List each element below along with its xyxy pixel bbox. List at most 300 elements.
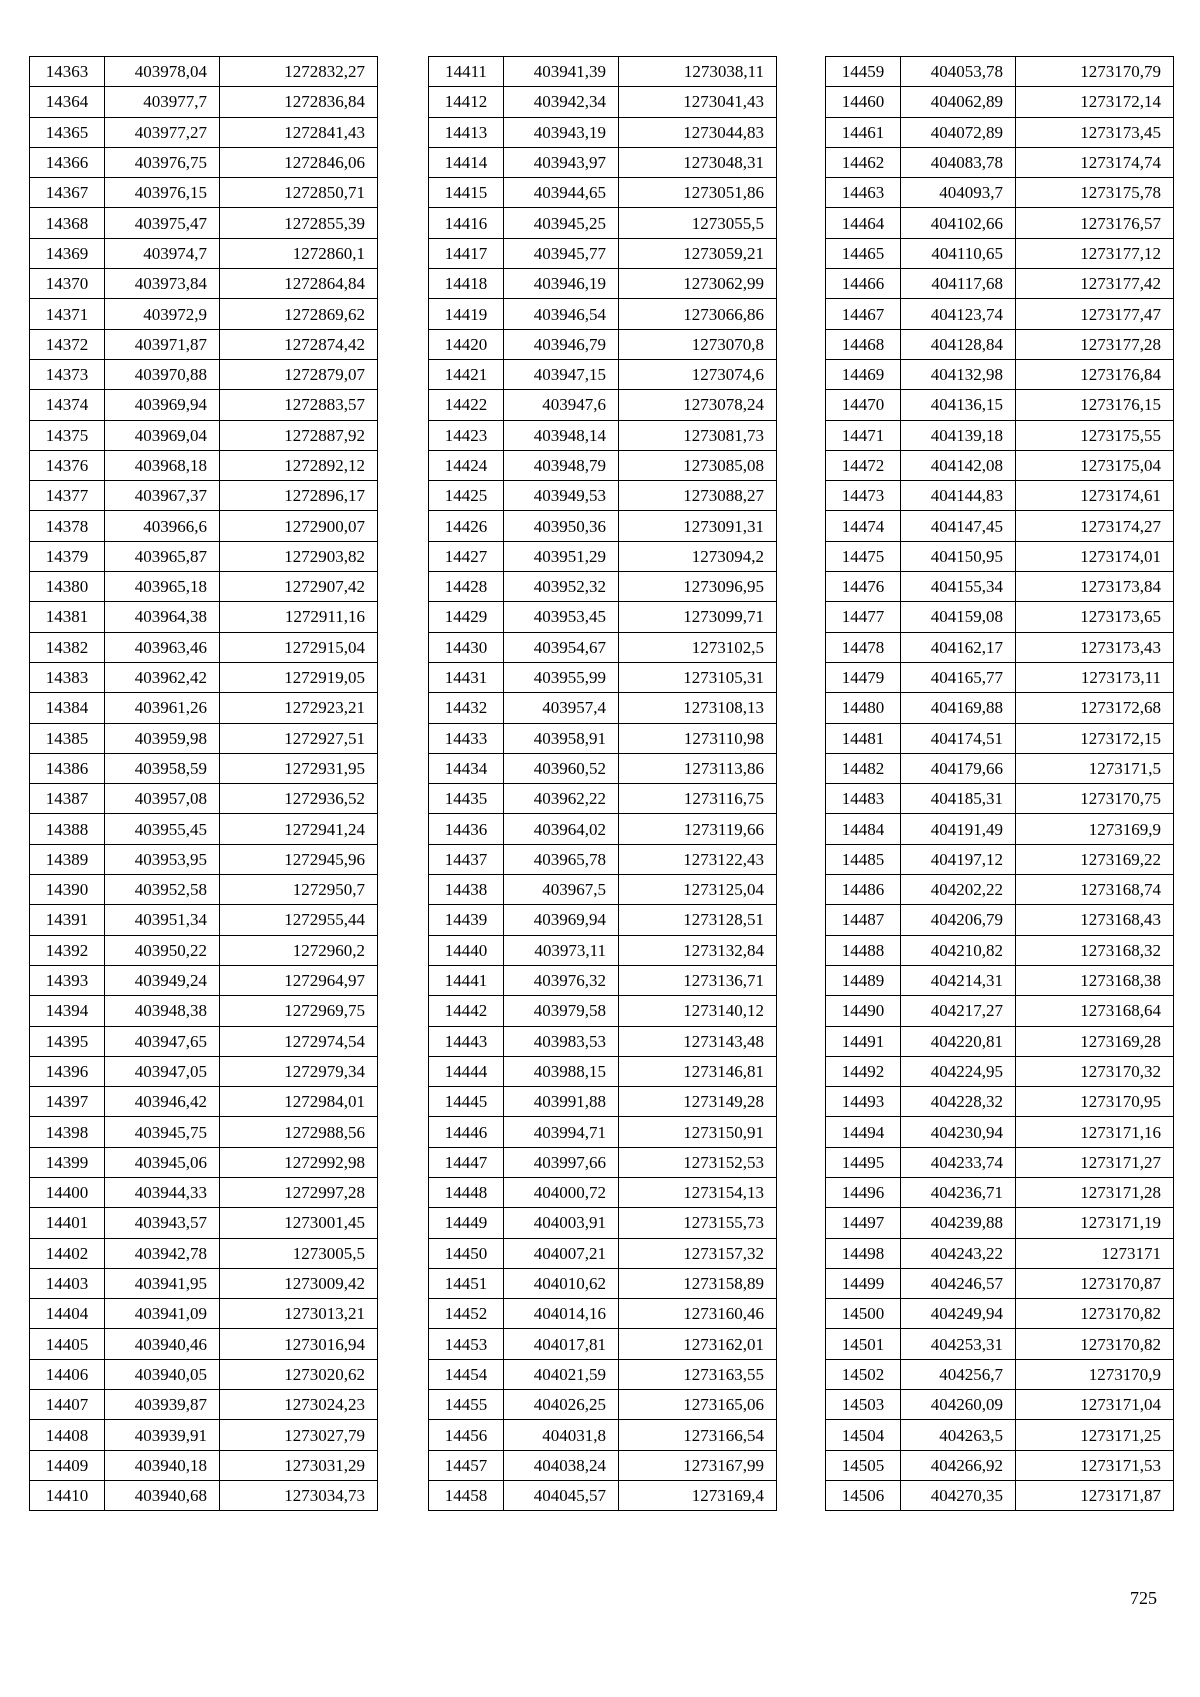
x-coordinate-cell: 403941,39 [504,57,619,87]
point-number-cell: 14428 [429,572,504,602]
table-row [30,1117,378,1147]
y-coordinate-cell: 1273150,91 [619,1117,777,1147]
x-coordinate-cell: 404191,49 [901,814,1016,844]
point-number-cell: 14404 [30,1299,105,1329]
table-row [429,632,777,662]
y-coordinate-cell: 1272919,05 [220,662,378,692]
y-coordinate-cell: 1273066,86 [619,299,777,329]
point-number-cell: 14375 [30,420,105,450]
x-coordinate-cell: 404102,66 [901,208,1016,238]
y-coordinate-cell: 1272950,7 [220,875,378,905]
y-coordinate-cell: 1273169,22 [1016,844,1174,874]
point-number-cell: 14412 [429,87,504,117]
y-coordinate-cell: 1273173,45 [1016,117,1174,147]
x-coordinate-cell: 404003,91 [504,1208,619,1238]
table-row [826,1087,1174,1117]
point-number-cell: 14376 [30,450,105,480]
y-coordinate-cell: 1273174,61 [1016,481,1174,511]
table-row [826,1238,1174,1268]
x-coordinate-cell: 404253,31 [901,1329,1016,1359]
point-number-cell: 14499 [826,1268,901,1298]
y-coordinate-cell: 1273110,98 [619,723,777,753]
x-coordinate-cell: 404093,7 [901,178,1016,208]
point-number-cell: 14380 [30,572,105,602]
y-coordinate-cell: 1272941,24 [220,814,378,844]
x-coordinate-cell: 403949,24 [105,965,220,995]
y-coordinate-cell: 1273081,73 [619,420,777,450]
point-number-cell: 14471 [826,420,901,450]
y-coordinate-cell: 1273170,32 [1016,1056,1174,1086]
point-number-cell: 14371 [30,299,105,329]
y-coordinate-cell: 1273169,28 [1016,1026,1174,1056]
y-coordinate-cell: 1273160,46 [619,1299,777,1329]
table-row [826,814,1174,844]
table-row [826,147,1174,177]
x-coordinate-cell: 403946,19 [504,269,619,299]
table-row [30,1087,378,1117]
x-coordinate-cell: 403973,11 [504,935,619,965]
y-coordinate-cell: 1273132,84 [619,935,777,965]
x-coordinate-cell: 403945,25 [504,208,619,238]
table-row [429,1087,777,1117]
y-coordinate-cell: 1273169,9 [1016,814,1174,844]
y-coordinate-cell: 1273171,87 [1016,1480,1174,1510]
table-row [30,632,378,662]
table-row [826,269,1174,299]
y-coordinate-cell: 1273176,57 [1016,208,1174,238]
x-coordinate-cell: 403971,87 [105,329,220,359]
x-coordinate-cell: 404249,94 [901,1299,1016,1329]
y-coordinate-cell: 1273062,99 [619,269,777,299]
x-coordinate-cell: 404224,95 [901,1056,1016,1086]
x-coordinate-cell: 403939,91 [105,1420,220,1450]
x-coordinate-cell: 403965,87 [105,541,220,571]
point-number-cell: 14500 [826,1299,901,1329]
point-number-cell: 14438 [429,875,504,905]
y-coordinate-cell: 1273175,78 [1016,178,1174,208]
table-row [30,117,378,147]
x-coordinate-cell: 403951,34 [105,905,220,935]
point-number-cell: 14480 [826,693,901,723]
table-row [429,238,777,268]
x-coordinate-cell: 404007,21 [504,1238,619,1268]
x-coordinate-cell: 404128,84 [901,329,1016,359]
y-coordinate-cell: 1273038,11 [619,57,777,87]
point-number-cell: 14445 [429,1087,504,1117]
point-number-cell: 14481 [826,723,901,753]
table-row [429,87,777,117]
y-coordinate-cell: 1273099,71 [619,602,777,632]
x-coordinate-cell: 403957,4 [504,693,619,723]
point-number-cell: 14393 [30,965,105,995]
point-number-cell: 14452 [429,1299,504,1329]
x-coordinate-cell: 403964,38 [105,602,220,632]
x-coordinate-cell: 403997,66 [504,1147,619,1177]
point-number-cell: 14436 [429,814,504,844]
y-coordinate-cell: 1273171,27 [1016,1147,1174,1177]
y-coordinate-cell: 1273170,9 [1016,1359,1174,1389]
point-number-cell: 14368 [30,208,105,238]
x-coordinate-cell: 403976,15 [105,178,220,208]
table-row [429,511,777,541]
point-number-cell: 14389 [30,844,105,874]
point-number-cell: 14429 [429,602,504,632]
table-row [826,784,1174,814]
table-row [826,481,1174,511]
point-number-cell: 14392 [30,935,105,965]
y-coordinate-cell: 1273170,79 [1016,57,1174,87]
x-coordinate-cell: 404144,83 [901,481,1016,511]
table-row [826,1390,1174,1420]
point-number-cell: 14496 [826,1177,901,1207]
point-number-cell: 14462 [826,147,901,177]
point-number-cell: 14482 [826,753,901,783]
x-coordinate-cell: 403943,19 [504,117,619,147]
x-coordinate-cell: 403968,18 [105,450,220,480]
point-number-cell: 14402 [30,1238,105,1268]
table-row [30,1268,378,1298]
point-number-cell: 14453 [429,1329,504,1359]
point-number-cell: 14470 [826,390,901,420]
x-coordinate-cell: 404062,89 [901,87,1016,117]
y-coordinate-cell: 1273105,31 [619,662,777,692]
point-number-cell: 14366 [30,147,105,177]
table-row [826,208,1174,238]
y-coordinate-cell: 1273171,25 [1016,1420,1174,1450]
point-number-cell: 14489 [826,965,901,995]
table-row [826,1420,1174,1450]
x-coordinate-cell: 404038,24 [504,1450,619,1480]
table-body [30,57,378,1511]
table-row [826,572,1174,602]
x-coordinate-cell: 404185,31 [901,784,1016,814]
point-number-cell: 14384 [30,693,105,723]
y-coordinate-cell: 1272960,2 [220,935,378,965]
point-number-cell: 14437 [429,844,504,874]
x-coordinate-cell: 404236,71 [901,1177,1016,1207]
point-number-cell: 14433 [429,723,504,753]
point-number-cell: 14502 [826,1359,901,1389]
point-number-cell: 14479 [826,662,901,692]
y-coordinate-cell: 1272864,84 [220,269,378,299]
y-coordinate-cell: 1273152,53 [619,1147,777,1177]
point-number-cell: 14382 [30,632,105,662]
y-coordinate-cell: 1272883,57 [220,390,378,420]
y-coordinate-cell: 1273078,24 [619,390,777,420]
point-number-cell: 14469 [826,359,901,389]
point-number-cell: 14457 [429,1450,504,1480]
y-coordinate-cell: 1272892,12 [220,450,378,480]
y-coordinate-cell: 1273171,16 [1016,1117,1174,1147]
y-coordinate-cell: 1273170,82 [1016,1329,1174,1359]
table-row [826,1329,1174,1359]
table-row [429,1420,777,1450]
y-coordinate-cell: 1273177,42 [1016,269,1174,299]
table-row [30,1147,378,1177]
table-row [429,208,777,238]
x-coordinate-cell: 404142,08 [901,450,1016,480]
y-coordinate-cell: 1273016,94 [220,1329,378,1359]
x-coordinate-cell: 403946,42 [105,1087,220,1117]
x-coordinate-cell: 403975,47 [105,208,220,238]
y-coordinate-cell: 1272992,98 [220,1147,378,1177]
table-row [30,753,378,783]
y-coordinate-cell: 1273168,32 [1016,935,1174,965]
y-coordinate-cell: 1273041,43 [619,87,777,117]
point-number-cell: 14483 [826,784,901,814]
point-number-cell: 14386 [30,753,105,783]
y-coordinate-cell: 1273173,65 [1016,602,1174,632]
table-row [429,541,777,571]
x-coordinate-cell: 404136,15 [901,390,1016,420]
y-coordinate-cell: 1273024,23 [220,1390,378,1420]
point-number-cell: 14403 [30,1268,105,1298]
x-coordinate-cell: 403967,5 [504,875,619,905]
y-coordinate-cell: 1273172,14 [1016,87,1174,117]
point-number-cell: 14397 [30,1087,105,1117]
table-row [826,1208,1174,1238]
point-number-cell: 14487 [826,905,901,935]
point-number-cell: 14432 [429,693,504,723]
x-coordinate-cell: 404162,17 [901,632,1016,662]
table-row [30,269,378,299]
y-coordinate-cell: 1272832,27 [220,57,378,87]
table-row [30,693,378,723]
table-row [429,1480,777,1510]
table-row [429,178,777,208]
point-number-cell: 14390 [30,875,105,905]
coordinate-table-3 [825,56,1174,1511]
point-number-cell: 14396 [30,1056,105,1086]
table-row [826,693,1174,723]
point-number-cell: 14401 [30,1208,105,1238]
y-coordinate-cell: 1272860,1 [220,238,378,268]
y-coordinate-cell: 1273177,12 [1016,238,1174,268]
point-number-cell: 14413 [429,117,504,147]
table-row [429,875,777,905]
table-row [826,329,1174,359]
table-row [30,844,378,874]
y-coordinate-cell: 1272855,39 [220,208,378,238]
table-row [30,723,378,753]
x-coordinate-cell: 404031,8 [504,1420,619,1450]
point-number-cell: 14395 [30,1026,105,1056]
point-number-cell: 14458 [429,1480,504,1510]
y-coordinate-cell: 1273116,75 [619,784,777,814]
x-coordinate-cell: 403991,88 [504,1087,619,1117]
table-row [429,965,777,995]
y-coordinate-cell: 1273177,47 [1016,299,1174,329]
table-row [429,602,777,632]
point-number-cell: 14464 [826,208,901,238]
x-coordinate-cell: 403976,32 [504,965,619,995]
point-number-cell: 14468 [826,329,901,359]
table-row [429,117,777,147]
table-row [429,390,777,420]
table-row [30,1208,378,1238]
table-row [30,511,378,541]
x-coordinate-cell: 404169,88 [901,693,1016,723]
point-number-cell: 14424 [429,450,504,480]
point-number-cell: 14446 [429,1117,504,1147]
point-number-cell: 14411 [429,57,504,87]
table-row [429,1390,777,1420]
point-number-cell: 14399 [30,1147,105,1177]
table-row [30,996,378,1026]
point-number-cell: 14442 [429,996,504,1026]
table-row [826,541,1174,571]
x-coordinate-cell: 404053,78 [901,57,1016,87]
point-number-cell: 14472 [826,450,901,480]
table-row [826,1026,1174,1056]
table-row [826,420,1174,450]
y-coordinate-cell: 1273173,11 [1016,662,1174,692]
table-row [30,541,378,571]
x-coordinate-cell: 403940,18 [105,1450,220,1480]
table-row [30,1480,378,1510]
x-coordinate-cell: 403952,32 [504,572,619,602]
table-row [826,57,1174,87]
point-number-cell: 14369 [30,238,105,268]
y-coordinate-cell: 1272841,43 [220,117,378,147]
y-coordinate-cell: 1273163,55 [619,1359,777,1389]
x-coordinate-cell: 403973,84 [105,269,220,299]
table-row [429,329,777,359]
y-coordinate-cell: 1273171,28 [1016,1177,1174,1207]
point-number-cell: 14416 [429,208,504,238]
y-coordinate-cell: 1272874,42 [220,329,378,359]
y-coordinate-cell: 1273034,73 [220,1480,378,1510]
table-row [429,1056,777,1086]
table-row [826,359,1174,389]
y-coordinate-cell: 1272850,71 [220,178,378,208]
point-number-cell: 14444 [429,1056,504,1086]
point-number-cell: 14377 [30,481,105,511]
x-coordinate-cell: 404263,5 [901,1420,1016,1450]
y-coordinate-cell: 1272900,07 [220,511,378,541]
point-number-cell: 14407 [30,1390,105,1420]
point-number-cell: 14379 [30,541,105,571]
x-coordinate-cell: 403963,46 [105,632,220,662]
x-coordinate-cell: 403950,22 [105,935,220,965]
x-coordinate-cell: 404206,79 [901,905,1016,935]
table-row [30,1177,378,1207]
point-number-cell: 14372 [30,329,105,359]
point-number-cell: 14449 [429,1208,504,1238]
y-coordinate-cell: 1273162,01 [619,1329,777,1359]
y-coordinate-cell: 1273136,71 [619,965,777,995]
x-coordinate-cell: 403944,33 [105,1177,220,1207]
table-row [30,57,378,87]
x-coordinate-cell: 403953,45 [504,602,619,632]
y-coordinate-cell: 1272955,44 [220,905,378,935]
table-row [429,1268,777,1298]
x-coordinate-cell: 404155,34 [901,572,1016,602]
table-row [826,178,1174,208]
x-coordinate-cell: 403966,6 [105,511,220,541]
point-number-cell: 14415 [429,178,504,208]
y-coordinate-cell: 1272931,95 [220,753,378,783]
x-coordinate-cell: 403952,58 [105,875,220,905]
y-coordinate-cell: 1273173,84 [1016,572,1174,602]
x-coordinate-cell: 403960,52 [504,753,619,783]
point-number-cell: 14427 [429,541,504,571]
x-coordinate-cell: 403959,98 [105,723,220,753]
table-row [826,1056,1174,1086]
y-coordinate-cell: 1273140,12 [619,996,777,1026]
y-coordinate-cell: 1272979,34 [220,1056,378,1086]
point-number-cell: 14421 [429,359,504,389]
point-number-cell: 14447 [429,1147,504,1177]
y-coordinate-cell: 1273157,32 [619,1238,777,1268]
y-coordinate-cell: 1273125,04 [619,875,777,905]
table-row [826,662,1174,692]
table-row [429,1329,777,1359]
table-row [826,875,1174,905]
point-number-cell: 14373 [30,359,105,389]
table-row [429,147,777,177]
x-coordinate-cell: 404083,78 [901,147,1016,177]
y-coordinate-cell: 1272988,56 [220,1117,378,1147]
point-number-cell: 14473 [826,481,901,511]
y-coordinate-cell: 1272879,07 [220,359,378,389]
x-coordinate-cell: 404246,57 [901,1268,1016,1298]
x-coordinate-cell: 404017,81 [504,1329,619,1359]
y-coordinate-cell: 1273175,04 [1016,450,1174,480]
table-row [30,87,378,117]
point-number-cell: 14492 [826,1056,901,1086]
point-number-cell: 14484 [826,814,901,844]
point-number-cell: 14503 [826,1390,901,1420]
coordinate-table-2 [428,56,777,1511]
x-coordinate-cell: 404214,31 [901,965,1016,995]
y-coordinate-cell: 1273027,79 [220,1420,378,1450]
table-row [429,1208,777,1238]
table-row [30,1420,378,1450]
point-number-cell: 14408 [30,1420,105,1450]
table-row [30,905,378,935]
y-coordinate-cell: 1273051,86 [619,178,777,208]
x-coordinate-cell: 404010,62 [504,1268,619,1298]
table-row [826,1147,1174,1177]
table-row [429,1299,777,1329]
y-coordinate-cell: 1273170,75 [1016,784,1174,814]
table-row [30,147,378,177]
x-coordinate-cell: 403947,65 [105,1026,220,1056]
table-row [429,572,777,602]
point-number-cell: 14459 [826,57,901,87]
x-coordinate-cell: 404256,7 [901,1359,1016,1389]
y-coordinate-cell: 1273009,42 [220,1268,378,1298]
y-coordinate-cell: 1273171,5 [1016,753,1174,783]
x-coordinate-cell: 403942,34 [504,87,619,117]
point-number-cell: 14370 [30,269,105,299]
point-number-cell: 14364 [30,87,105,117]
table-row [30,481,378,511]
table-row [30,1026,378,1056]
table-row [30,602,378,632]
table-row [30,1450,378,1480]
table-row [30,1238,378,1268]
table-row [826,1117,1174,1147]
table-row [30,390,378,420]
point-number-cell: 14475 [826,541,901,571]
y-coordinate-cell: 1272969,75 [220,996,378,1026]
x-coordinate-cell: 404217,27 [901,996,1016,1026]
x-coordinate-cell: 403972,9 [105,299,220,329]
x-coordinate-cell: 404045,57 [504,1480,619,1510]
table-row [429,1177,777,1207]
